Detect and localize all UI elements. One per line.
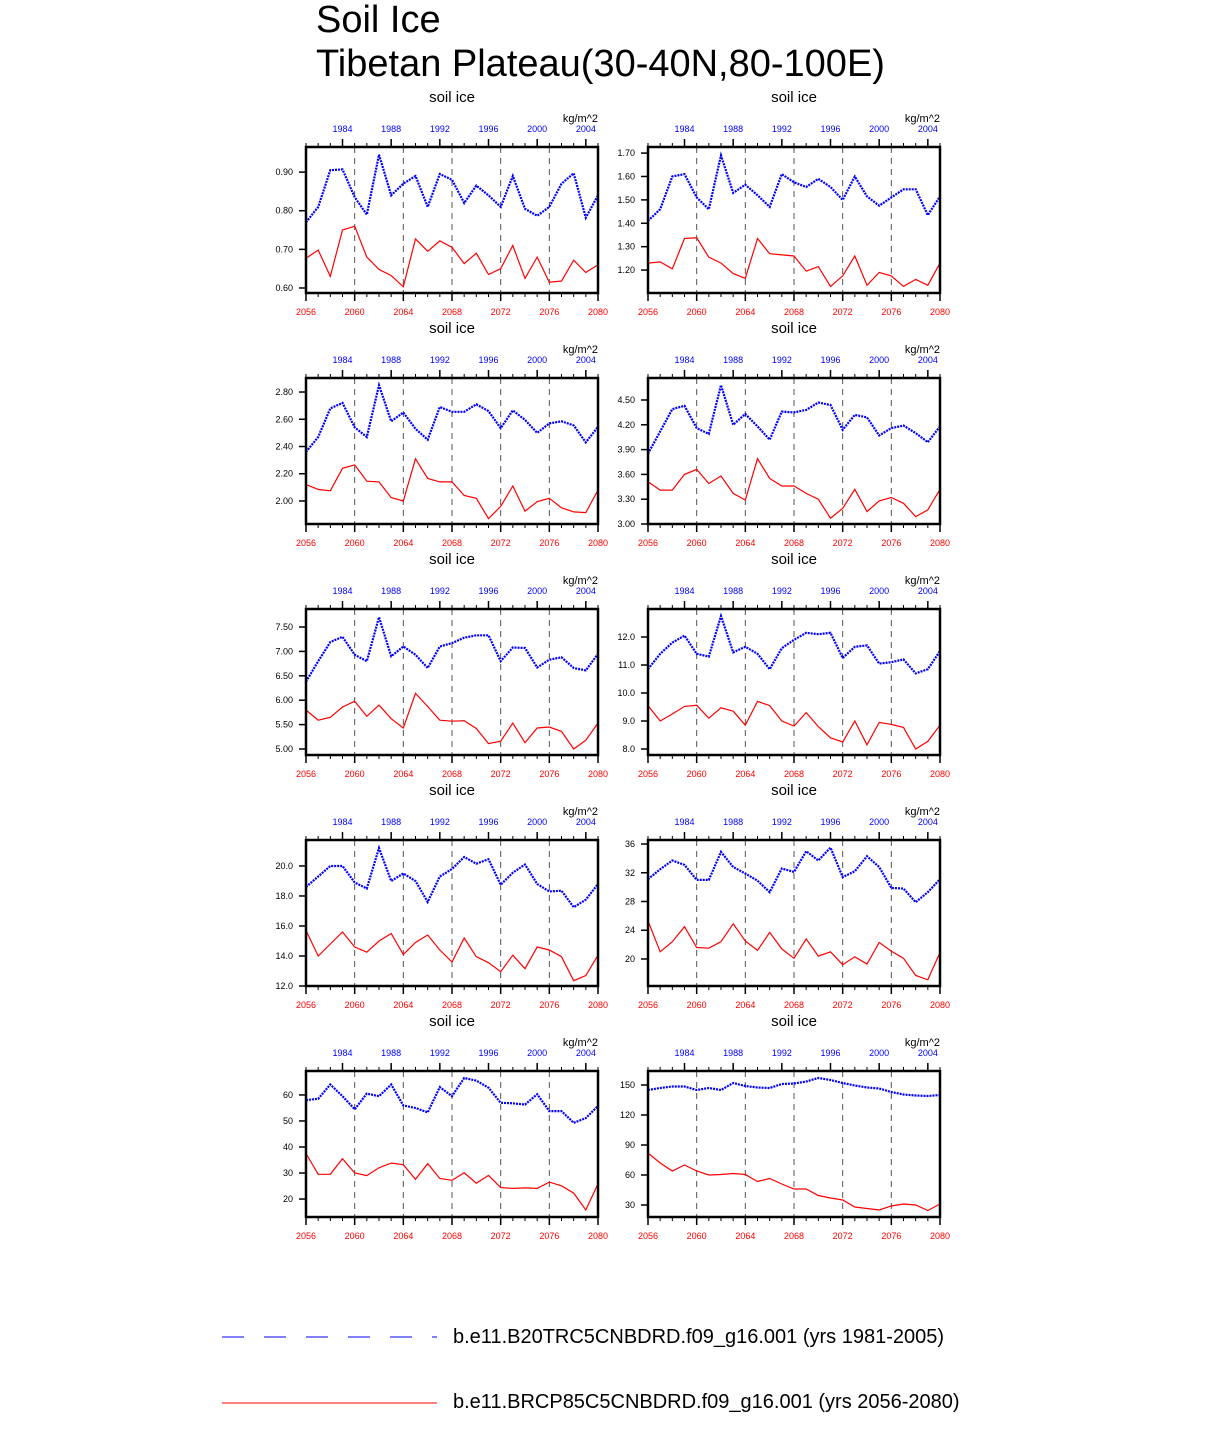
x-tick-label: 2064 <box>393 1000 414 1010</box>
x-top-tick-label: 2004 <box>575 817 596 827</box>
x-tick-label: 2076 <box>881 538 902 548</box>
y-tick-label: 40 <box>282 1141 293 1152</box>
x-tick-label: 2076 <box>539 1000 560 1010</box>
x-top-tick-label: 2000 <box>869 586 890 596</box>
x-top-tick-label: 2004 <box>917 124 938 134</box>
x-tick-label: 2072 <box>490 1000 511 1010</box>
x-tick-label: 2076 <box>539 538 560 548</box>
x-tick-label: 2064 <box>735 769 756 779</box>
x-tick-label: 2064 <box>735 538 756 548</box>
y-tick-label: 16.0 <box>275 920 293 931</box>
y-tick-label: 1.20 <box>617 265 635 276</box>
x-tick-label: 2060 <box>344 1000 365 1010</box>
x-top-tick-label: 2000 <box>527 355 548 365</box>
x-top-tick-label: 1984 <box>674 1048 695 1058</box>
y-tick-label: 32 <box>624 867 635 878</box>
x-tick-label: 2080 <box>929 307 951 317</box>
x-tick-label: 2068 <box>441 769 463 779</box>
units-label: kg/m^2 <box>562 344 598 356</box>
units-label: kg/m^2 <box>562 806 598 818</box>
x-top-tick-label: 1992 <box>429 1048 450 1058</box>
x-top-tick-label: 1984 <box>332 355 353 365</box>
x-tick-label: 2072 <box>832 538 853 548</box>
y-tick-label: 0.70 <box>275 244 293 255</box>
x-top-tick-label: 1984 <box>332 817 353 827</box>
panel-title: soil ice <box>771 551 817 568</box>
x-tick-label: 2056 <box>637 1000 659 1010</box>
x-top-tick-label: 1988 <box>723 817 744 827</box>
y-tick-label: 18.0 <box>275 890 293 901</box>
panel-title: soil ice <box>429 320 475 337</box>
x-top-tick-label: 1996 <box>478 355 499 365</box>
x-tick-label: 2060 <box>344 538 365 548</box>
x-tick-label: 2064 <box>735 1000 756 1010</box>
x-tick-label: 2060 <box>344 1231 365 1241</box>
y-tick-label: 9.0 <box>622 716 635 727</box>
y-tick-label: 4.50 <box>617 394 635 405</box>
panel-title: soil ice <box>429 1013 475 1030</box>
x-tick-label: 2060 <box>686 1231 707 1241</box>
x-tick-label: 2056 <box>295 307 317 317</box>
x-top-tick-label: 1996 <box>820 124 841 134</box>
x-top-tick-label: 1988 <box>723 586 744 596</box>
y-tick-label: 3.00 <box>617 519 635 529</box>
x-top-tick-label: 1992 <box>771 586 792 596</box>
x-top-tick-label: 1992 <box>771 355 792 365</box>
units-label: kg/m^2 <box>904 806 940 818</box>
x-tick-label: 2056 <box>637 769 659 779</box>
y-tick-label: 7.50 <box>275 622 293 633</box>
x-top-tick-label: 1984 <box>674 586 695 596</box>
y-tick-label: 5.50 <box>275 719 293 730</box>
y-tick-label: 20 <box>624 953 635 964</box>
x-tick-label: 2060 <box>686 538 707 548</box>
panel-title: soil ice <box>771 782 817 799</box>
y-tick-label: 8.0 <box>622 744 635 755</box>
panel-title: soil ice <box>429 551 475 568</box>
x-tick-label: 2064 <box>393 307 414 317</box>
panel-title: soil ice <box>771 320 817 337</box>
y-tick-label: 150 <box>619 1080 635 1090</box>
y-tick-label: 1.70 <box>617 148 635 159</box>
x-tick-label: 2076 <box>881 769 902 779</box>
y-tick-label: 3.90 <box>617 444 635 455</box>
y-tick-label: 6.00 <box>275 695 293 706</box>
x-tick-label: 2068 <box>441 538 463 548</box>
y-tick-label: 10.0 <box>617 688 635 699</box>
x-top-tick-label: 1984 <box>674 355 695 365</box>
panel-title: soil ice <box>429 782 475 799</box>
y-tick-label: 7.00 <box>275 646 293 657</box>
x-top-tick-label: 1996 <box>820 355 841 365</box>
y-tick-label: 20.0 <box>275 860 293 871</box>
x-top-tick-label: 1984 <box>674 817 695 827</box>
x-top-tick-label: 1988 <box>381 124 402 134</box>
x-top-tick-label: 2004 <box>917 817 938 827</box>
x-tick-label: 2072 <box>832 1231 853 1241</box>
x-top-tick-label: 1988 <box>381 817 402 827</box>
x-tick-label: 2080 <box>587 307 609 317</box>
x-tick-label: 2080 <box>929 769 951 779</box>
x-tick-label: 2072 <box>490 538 511 548</box>
x-tick-label: 2080 <box>587 1231 609 1241</box>
y-tick-label: 90 <box>624 1140 635 1150</box>
x-tick-label: 2072 <box>832 307 853 317</box>
x-top-tick-label: 2004 <box>575 1048 596 1058</box>
x-tick-label: 2068 <box>783 307 805 317</box>
series-line-hist <box>306 155 598 223</box>
x-tick-label: 2068 <box>441 1000 463 1010</box>
y-tick-label: 14.0 <box>275 950 293 961</box>
x-top-tick-label: 1996 <box>478 124 499 134</box>
y-tick-label: 36 <box>624 839 635 850</box>
x-top-tick-label: 1988 <box>723 1048 744 1058</box>
x-top-tick-label: 1996 <box>820 1048 841 1058</box>
series-line-hist <box>306 385 598 452</box>
y-tick-label: 1.50 <box>617 194 635 205</box>
x-top-tick-label: 1988 <box>381 355 402 365</box>
x-tick-label: 2060 <box>344 307 365 317</box>
y-tick-label: 5.00 <box>275 743 293 754</box>
x-top-tick-label: 1992 <box>771 817 792 827</box>
x-tick-label: 2064 <box>393 769 414 779</box>
x-tick-label: 2068 <box>783 769 805 779</box>
x-tick-label: 2076 <box>881 1000 902 1010</box>
y-tick-label: 24 <box>624 925 635 936</box>
x-tick-label: 2056 <box>637 1231 659 1241</box>
y-tick-label: 0.80 <box>275 205 293 216</box>
y-tick-label: 50 <box>282 1115 293 1126</box>
x-top-tick-label: 1984 <box>332 586 353 596</box>
x-top-tick-label: 2004 <box>917 355 938 365</box>
x-tick-label: 2060 <box>686 307 707 317</box>
x-tick-label: 2064 <box>393 1231 414 1241</box>
y-tick-label: 60 <box>282 1089 293 1100</box>
x-tick-label: 2072 <box>832 769 853 779</box>
x-top-tick-label: 1992 <box>429 124 450 134</box>
x-top-tick-label: 1988 <box>723 355 744 365</box>
y-tick-label: 1.40 <box>617 218 635 229</box>
y-tick-label: 11.0 <box>618 660 635 671</box>
x-top-tick-label: 1988 <box>381 586 402 596</box>
x-top-tick-label: 2000 <box>527 124 548 134</box>
panel-title: soil ice <box>771 1013 817 1030</box>
x-top-tick-label: 1988 <box>381 1048 402 1058</box>
x-top-tick-label: 2000 <box>869 124 890 134</box>
x-top-tick-label: 1996 <box>478 817 499 827</box>
y-tick-label: 1.60 <box>617 171 635 182</box>
x-tick-label: 2056 <box>295 538 317 548</box>
series-line-hist <box>648 155 940 221</box>
x-top-tick-label: 1984 <box>674 124 695 134</box>
x-top-tick-label: 2000 <box>869 355 890 365</box>
x-tick-label: 2068 <box>783 1231 805 1241</box>
x-tick-label: 2080 <box>587 769 609 779</box>
x-tick-label: 2076 <box>539 1231 560 1241</box>
x-tick-label: 2080 <box>929 1231 951 1241</box>
x-tick-label: 2064 <box>735 1231 756 1241</box>
y-tick-label: 120 <box>619 1110 635 1120</box>
x-tick-label: 2056 <box>295 1231 317 1241</box>
x-top-tick-label: 1988 <box>723 124 744 134</box>
y-tick-label: 30 <box>282 1168 293 1179</box>
x-top-tick-label: 1996 <box>478 586 499 596</box>
x-tick-label: 2056 <box>637 538 659 548</box>
units-label: kg/m^2 <box>904 575 940 587</box>
x-tick-label: 2076 <box>881 307 902 317</box>
y-tick-label: 28 <box>624 896 635 907</box>
legend-label-hist: b.e11.B20TRC5CNBDRD.f09_g16.001 (yrs 1981-2005) <box>453 1326 945 1348</box>
y-tick-label: 3.60 <box>617 469 635 480</box>
x-tick-label: 2056 <box>637 307 659 317</box>
x-tick-label: 2076 <box>539 769 560 779</box>
y-tick-label: 3.30 <box>617 494 635 505</box>
y-tick-label: 6.50 <box>275 670 293 681</box>
units-label: kg/m^2 <box>904 113 940 125</box>
x-top-tick-label: 1992 <box>771 1048 792 1058</box>
x-tick-label: 2064 <box>735 307 756 317</box>
x-tick-label: 2060 <box>344 769 365 779</box>
y-tick-label: 2.60 <box>275 414 293 425</box>
x-top-tick-label: 1984 <box>332 124 353 134</box>
y-tick-label: 30 <box>624 1200 635 1210</box>
panel-title: soil ice <box>771 89 817 106</box>
y-tick-label: 60 <box>624 1170 635 1180</box>
y-tick-label: 20 <box>282 1194 293 1205</box>
x-tick-label: 2060 <box>686 769 707 779</box>
chart-subtitle: Tibetan Plateau(30-40N,80-100E) <box>316 43 885 85</box>
x-top-tick-label: 2004 <box>917 586 938 596</box>
panel-title: soil ice <box>429 89 475 106</box>
x-top-tick-label: 2004 <box>575 355 596 365</box>
y-tick-label: 2.80 <box>275 387 293 398</box>
x-tick-label: 2080 <box>929 1000 951 1010</box>
x-top-tick-label: 1996 <box>478 1048 499 1058</box>
x-top-tick-label: 2000 <box>527 817 548 827</box>
x-top-tick-label: 1992 <box>429 817 450 827</box>
x-top-tick-label: 1984 <box>332 1048 353 1058</box>
x-tick-label: 2080 <box>929 538 951 548</box>
y-tick-label: 0.60 <box>275 282 293 293</box>
y-tick-label: 12.0 <box>617 632 635 643</box>
y-tick-label: 2.20 <box>275 468 293 479</box>
x-tick-label: 2068 <box>441 307 463 317</box>
x-top-tick-label: 2000 <box>527 586 548 596</box>
x-tick-label: 2076 <box>539 307 560 317</box>
x-tick-label: 2072 <box>490 1231 511 1241</box>
x-tick-label: 2076 <box>881 1231 902 1241</box>
x-tick-label: 2056 <box>295 1000 317 1010</box>
x-top-tick-label: 2000 <box>527 1048 548 1058</box>
y-tick-label: 2.00 <box>275 495 293 506</box>
x-top-tick-label: 1996 <box>820 817 841 827</box>
x-tick-label: 2068 <box>783 538 805 548</box>
x-tick-label: 2060 <box>686 1000 707 1010</box>
x-top-tick-label: 2004 <box>575 124 596 134</box>
legend-label-future: b.e11.BRCP85C5CNBDRD.f09_g16.001 (yrs 2056-2080) <box>453 1391 960 1413</box>
units-label: kg/m^2 <box>562 1037 598 1049</box>
x-tick-label: 2068 <box>441 1231 463 1241</box>
x-tick-label: 2080 <box>587 538 609 548</box>
units-label: kg/m^2 <box>562 113 598 125</box>
x-tick-label: 2068 <box>783 1000 805 1010</box>
units-label: kg/m^2 <box>904 1037 940 1049</box>
x-tick-label: 2072 <box>832 1000 853 1010</box>
series-line-hist <box>648 385 940 454</box>
units-label: kg/m^2 <box>562 575 598 587</box>
x-top-tick-label: 1992 <box>771 124 792 134</box>
chart-title: Soil Ice <box>316 0 441 41</box>
x-top-tick-label: 2004 <box>917 1048 938 1058</box>
y-tick-label: 2.40 <box>275 441 293 452</box>
y-tick-label: 12.0 <box>275 981 293 991</box>
x-tick-label: 2072 <box>490 307 511 317</box>
units-label: kg/m^2 <box>904 344 940 356</box>
x-top-tick-label: 2000 <box>869 817 890 827</box>
x-top-tick-label: 1996 <box>820 586 841 596</box>
x-tick-label: 2072 <box>490 769 511 779</box>
y-tick-label: 0.90 <box>275 167 293 178</box>
x-top-tick-label: 1992 <box>429 355 450 365</box>
series-line-hist <box>306 617 598 682</box>
y-tick-label: 4.20 <box>617 419 635 430</box>
x-tick-label: 2080 <box>587 1000 609 1010</box>
y-tick-label: 1.30 <box>617 241 635 252</box>
x-tick-label: 2056 <box>295 769 317 779</box>
x-top-tick-label: 2000 <box>869 1048 890 1058</box>
x-top-tick-label: 1992 <box>429 586 450 596</box>
x-tick-label: 2064 <box>393 538 414 548</box>
x-top-tick-label: 2004 <box>575 586 596 596</box>
